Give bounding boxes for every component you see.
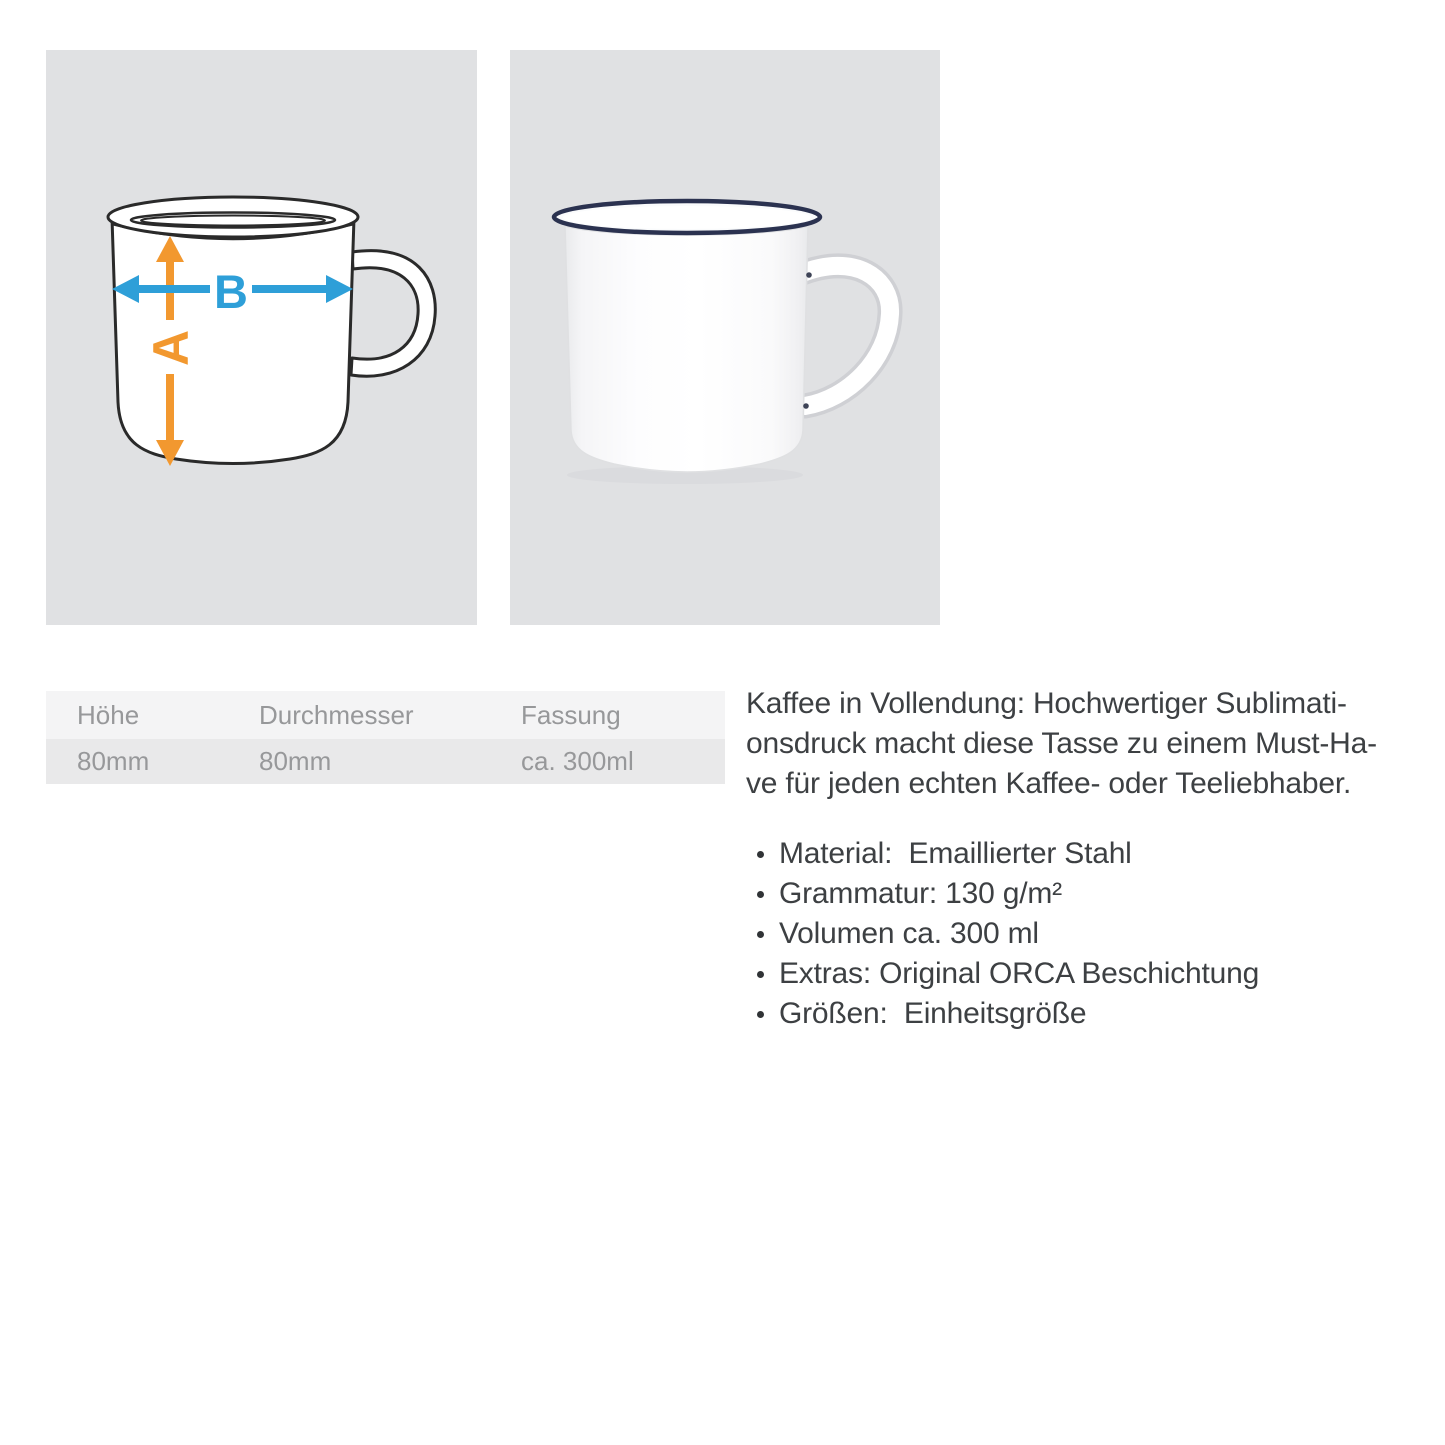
spec-item-extras — [746, 954, 1436, 994]
mug-handle-outline — [351, 251, 435, 377]
intro-line-2: onsdruck macht diese Tasse zu einem Must-Ha- — [746, 727, 1377, 760]
handle-joint-top — [806, 272, 812, 278]
diameter-label: B — [214, 264, 248, 318]
intro-line-3: ve für jeden echten Kaffee- oder Teeliebhaber. — [746, 767, 1352, 800]
spec-item-groessen — [746, 994, 1436, 1034]
size-table — [46, 691, 725, 784]
spec-item-label: Material: Emaillierter Stahl — [779, 837, 1132, 870]
height-label: A — [143, 329, 199, 367]
spec-item-label: Größen: Einheitsgröße — [779, 997, 1087, 1030]
spec-item-label: Extras: Original ORCA Beschichtung — [779, 957, 1260, 990]
intro-line-1: Kaffee in Vollendung: Hochwertiger Sublimati- — [746, 687, 1347, 720]
col-header-hoehe: Höhe — [77, 699, 140, 730]
spec-item-label: Volumen ca. 300 ml — [779, 917, 1039, 950]
product-description — [746, 684, 1436, 1034]
spec-list — [746, 834, 1436, 1034]
product-photo-panel — [510, 50, 940, 625]
mug-photo-body — [565, 226, 808, 472]
spec-item-label: Grammatur: 130 g/m² — [779, 877, 1062, 910]
description-intro — [746, 684, 1436, 804]
value-hoehe: 80mm — [77, 746, 150, 776]
spec-item-volumen — [746, 914, 1436, 954]
spec-item-grammatur — [746, 874, 1436, 914]
size-table-value-row — [46, 739, 725, 784]
col-header-durchmesser: Durchmesser — [259, 699, 414, 730]
mug-photo-rim — [554, 201, 820, 233]
col-header-fassung: Fassung — [521, 699, 621, 730]
size-diagram-panel — [46, 50, 477, 625]
mug-dimension-diagram — [46, 50, 477, 625]
mug-photo-handle — [800, 266, 890, 406]
value-fassung: ca. 300ml — [521, 746, 634, 776]
enamel-mug-photo — [510, 50, 940, 625]
size-table-header-row — [46, 691, 725, 739]
spec-item-material — [746, 834, 1436, 874]
value-durchmesser: 80mm — [259, 746, 332, 776]
handle-joint-bottom — [803, 403, 809, 409]
